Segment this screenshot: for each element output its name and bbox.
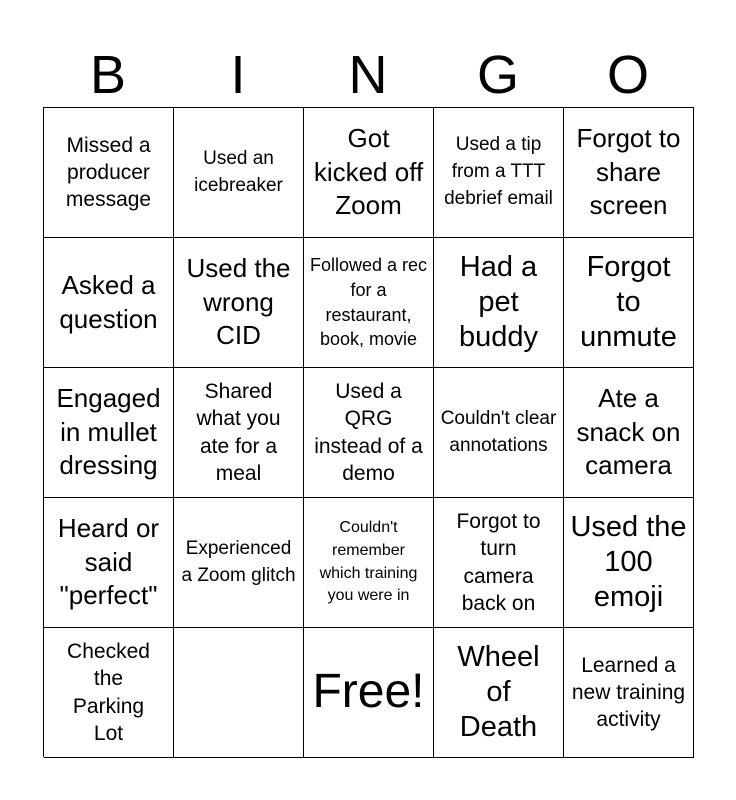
header-letter-o: O [606, 45, 649, 105]
bingo-cell[interactable] [304, 238, 434, 368]
cell-text: Used a QRG instead of a demo [314, 379, 423, 485]
cell-text: Used the wrong CID [186, 252, 291, 351]
cell-text: Forgot to unmute [580, 251, 677, 353]
cell-text: Wheel of Death [457, 641, 540, 743]
free-space-cell[interactable] [304, 628, 434, 758]
cell-text: Used the 100 emoji [570, 511, 687, 613]
cell-text: Couldn't clear annotations [440, 407, 557, 456]
cell-text: Heard or said "perfect" [57, 512, 160, 611]
cell-text: Got kicked off Zoom [313, 122, 424, 221]
bingo-cell[interactable] [44, 238, 174, 368]
bingo-cell[interactable] [564, 108, 694, 238]
cell-text: Forgot to turn camera back on [456, 509, 541, 615]
bingo-cell[interactable] [174, 498, 304, 628]
cell-text: Forgot to share screen [576, 122, 681, 221]
bingo-cell[interactable] [304, 108, 434, 238]
bingo-cell[interactable] [44, 368, 174, 498]
bingo-cell[interactable] [564, 628, 694, 758]
bingo-cell[interactable] [564, 498, 694, 628]
header-letter-i: I [230, 45, 246, 105]
bingo-board [43, 107, 694, 757]
cell-text: Used an icebreaker [194, 147, 283, 196]
cell-text: Shared what you ate for a meal [196, 379, 281, 485]
bingo-cell[interactable] [44, 108, 174, 238]
cell-text: Couldn't remember which training you were in [319, 519, 418, 605]
cell-text: Ate a snack on camera [576, 382, 681, 481]
bingo-header [43, 44, 693, 106]
bingo-cell[interactable] [304, 498, 434, 628]
cell-text: Followed a rec for a restaurant, book, movie [309, 254, 428, 350]
cell-text: Experienced a Zoom glitch [181, 537, 296, 586]
bingo-cell[interactable] [434, 108, 564, 238]
bingo-cell[interactable] [174, 238, 304, 368]
cell-text: Had a pet buddy [458, 251, 538, 353]
bingo-cell[interactable] [44, 628, 174, 758]
cell-text: Engaged in mullet dressing [56, 382, 161, 481]
header-letter-b: B [89, 45, 127, 105]
header-letter-g: G [476, 45, 519, 105]
header-letter-n: N [348, 45, 388, 105]
cell-text: Asked a question [59, 269, 158, 334]
bingo-cell[interactable] [434, 628, 564, 758]
bingo-cell[interactable] [304, 368, 434, 498]
bingo-cell[interactable] [434, 238, 564, 368]
cell-text: Learned a new training activity [571, 653, 686, 732]
cell-text: Checked the Parking Lot [67, 639, 150, 745]
bingo-cell[interactable] [564, 238, 694, 368]
bingo-cell[interactable] [174, 628, 304, 758]
cell-text: Free! [312, 665, 425, 719]
cell-text: Used a tip from a TTT debrief email [444, 134, 553, 209]
bingo-cell[interactable] [44, 498, 174, 628]
bingo-cell[interactable] [434, 368, 564, 498]
bingo-cell[interactable] [174, 368, 304, 498]
bingo-cell[interactable] [564, 368, 694, 498]
bingo-cell[interactable] [174, 108, 304, 238]
cell-text: Missed a producer message [65, 133, 152, 212]
bingo-cell[interactable] [434, 498, 564, 628]
